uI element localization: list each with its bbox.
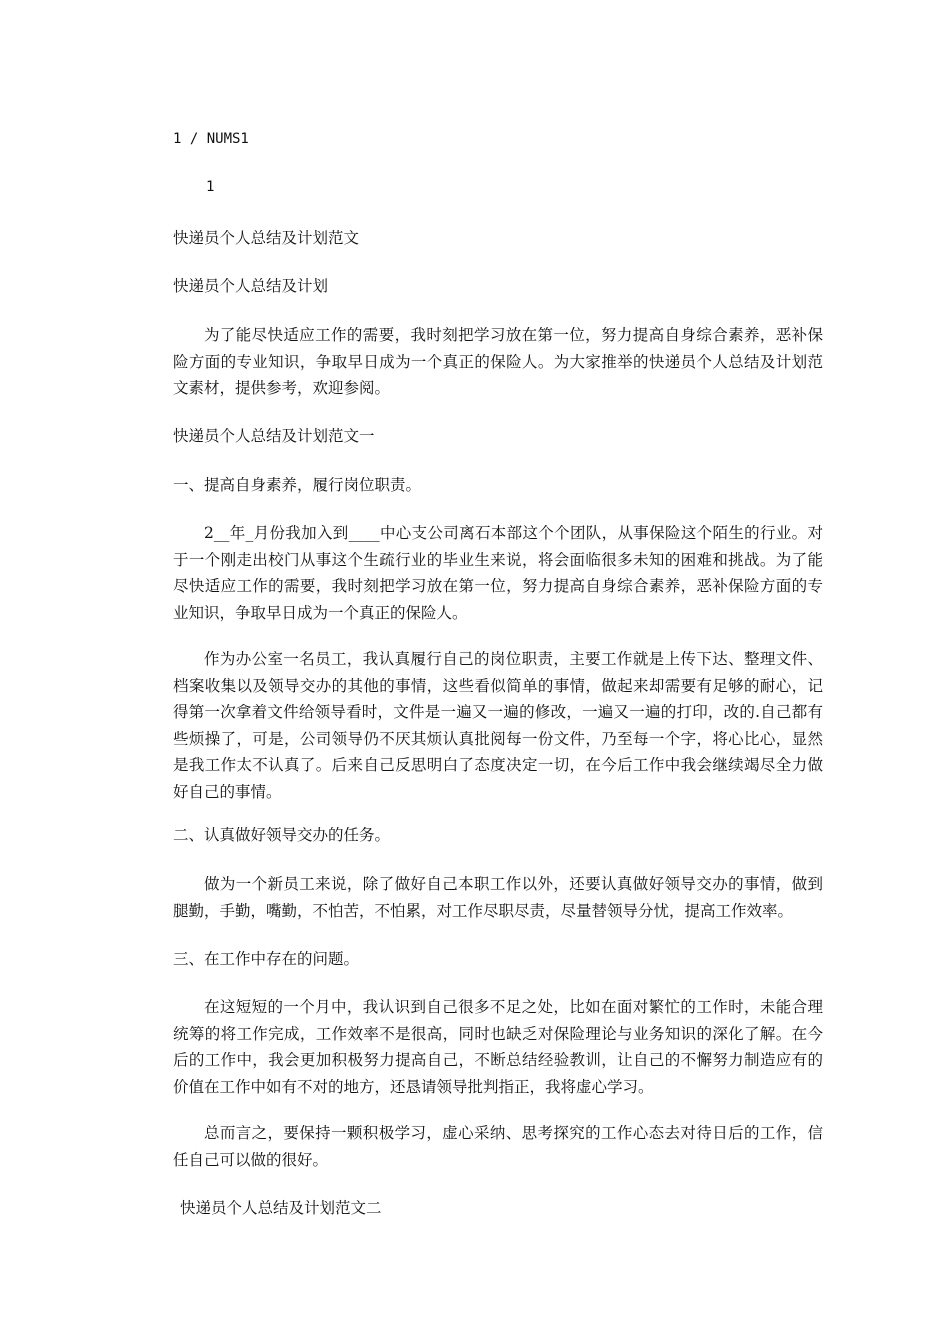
section-one-title: 快递员个人总结及计划范文一 (173, 427, 375, 445)
paragraph-conclusion: 总而言之，要保持一颗积极学习，虚心采纳、思考探究的工作心态去对待日后的工作，信任自己可以做的很好。 (173, 1124, 823, 1169)
page-counter: 1 / NUMS1 (173, 131, 249, 147)
paragraph-office-duties: 作为办公室一名员工，我认真履行自己的岗位职责，主要工作就是上传下达、整理文件、档案收集以及领导交办的其他的事情，这些看似简单的事情，做起来却需要有足够的耐心，记得第一次拿着文件给领导看时，文件是一遍又一遍的修改，一遍又一遍的打印，改的.自己都有些烦操了，可是，公司领导仍不厌其烦认真批阅每一份文件，乃至每一个字，将心比心，显然是我工作太不认真了。后来自己反思明白了态度决定一切，在今后工作中我会继续竭尽全力做好自己的事情。 (173, 650, 823, 801)
page-number: 1 (206, 179, 215, 195)
paragraph-joining: 2__年_月份我加入到____中心支公司离石本部这个个团队，从事保险这个陌生的行业。对于一个刚走出校门从事这个生疏行业的毕业生来说，将会面临很多未知的困难和挑战。为了能尽快适应工作的需要，我时刻把学习放在第一位，努力提高自身综合素养，恶补保险方面的专业知识，争取早日成为一个真正的保险人。 (173, 524, 823, 622)
heading-leader-tasks: 二、认真做好领导交办的任务。 (173, 826, 391, 844)
heading-improve-quality: 一、提高自身素养，履行岗位职责。 (173, 476, 422, 494)
section-two-title: 快递员个人总结及计划范文二 (180, 1199, 382, 1217)
intro-paragraph: 为了能尽快适应工作的需要，我时刻把学习放在第一位，努力提高自身综合素养，恶补保险方面的专业知识，争取早日成为一个真正的保险人。为大家推举的快递员个人总结及计划范文素材，提供参考，欢迎参阅。 (173, 326, 823, 398)
document-subtitle: 快递员个人总结及计划 (173, 277, 329, 295)
document-title: 快递员个人总结及计划范文 (173, 229, 360, 247)
heading-problems: 三、在工作中存在的问题。 (173, 950, 360, 968)
paragraph-shortcomings: 在这短短的一个月中，我认识到自己很多不足之处，比如在面对繁忙的工作时，未能合理统筹的将工作完成，工作效率不是很高，同时也缺乏对保险理论与业务知识的深化了解。在今后的工作中，我会更加积极努力提高自己，不断总结经验教训，让自己的不懈努力制造应有的价值在工作中如有不对的地方，还恳请领导批判指正，我将虚心学习。 (173, 998, 823, 1096)
paragraph-new-employee: 做为一个新员工来说，除了做好自己本职工作以外，还要认真做好领导交办的事情，做到腿勤，手勤，嘴勤，不怕苦，不怕累，对工作尽职尽责，尽量替领导分忧，提高工作效率。 (173, 875, 823, 920)
